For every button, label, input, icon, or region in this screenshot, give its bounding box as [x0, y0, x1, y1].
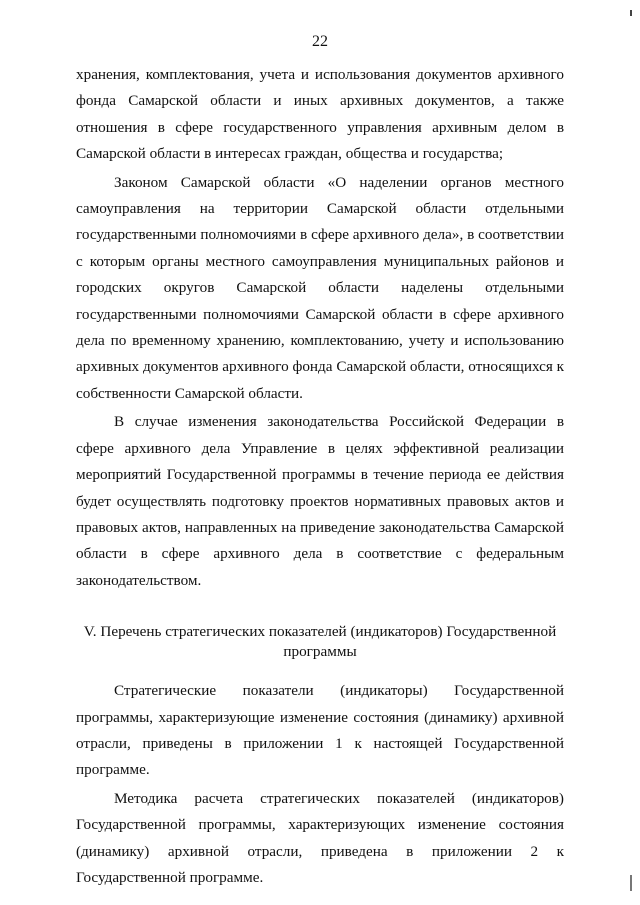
- paragraph-calculation-method: Методика расчета стратегических показателей (индикаторов) Государственной программы, характеризующих изменение состояния (динамику) архивной отрасли, приведена в приложении 2 к Государственной программе.: [76, 789, 564, 886]
- page-number: 22: [312, 33, 328, 50]
- document-body: [76, 62, 564, 891]
- paragraph-archival-fund-relations: хранения, комплектования, учета и использования документов архивного фонда Самарской области и иных архивных документов, а также отношения в сфере государственного управления архивным делом в Самарской области в интересах граждан, общества и государства;: [76, 66, 564, 163]
- section-v-heading-line-2: программы: [283, 643, 357, 661]
- scan-mark-top: [630, 10, 632, 16]
- section-v-heading: [76, 622, 564, 662]
- paragraph-samara-law: Законом Самарской области «О наделении органов местного самоуправления на территории Самарской области отдельными государственными полномочиями в сфере архивного дела», в соответствии с которым органы местного самоуправления муниципальных районов и городских округов Самарской области наделены отдельными государственными полномочиями Самарской области в сфере архивного дела по временному хранению, комплектованию, учету и использованию архивных документов архивного фонда Самарской области, относящихся к собственности Самарской области.: [76, 173, 565, 402]
- paragraph-legislation-change: В случае изменения законодательства Российской Федерации в сфере архивного дела Управление в целях эффективной реализации мероприятий Государственной программы в течение периода ее действия будет осуществлять подготовку проектов нормативных правовых актов и правовых актов, направленных на приведение законодательства Самарской области в сфере архивного дела в соответствие с федеральным законодательством.: [76, 413, 564, 589]
- paragraph-strategic-indicators: Стратегические показатели (индикаторы) Государственной программы, характеризующие изменение состояния (динамику) архивной отрасли, приведены в приложении 1 к настоящей Государственной программе.: [76, 682, 564, 779]
- scan-mark-bottom: [630, 875, 632, 891]
- section-v-heading-line-1: V. Перечень стратегических показателей (индикаторов) Государственной: [83, 623, 557, 641]
